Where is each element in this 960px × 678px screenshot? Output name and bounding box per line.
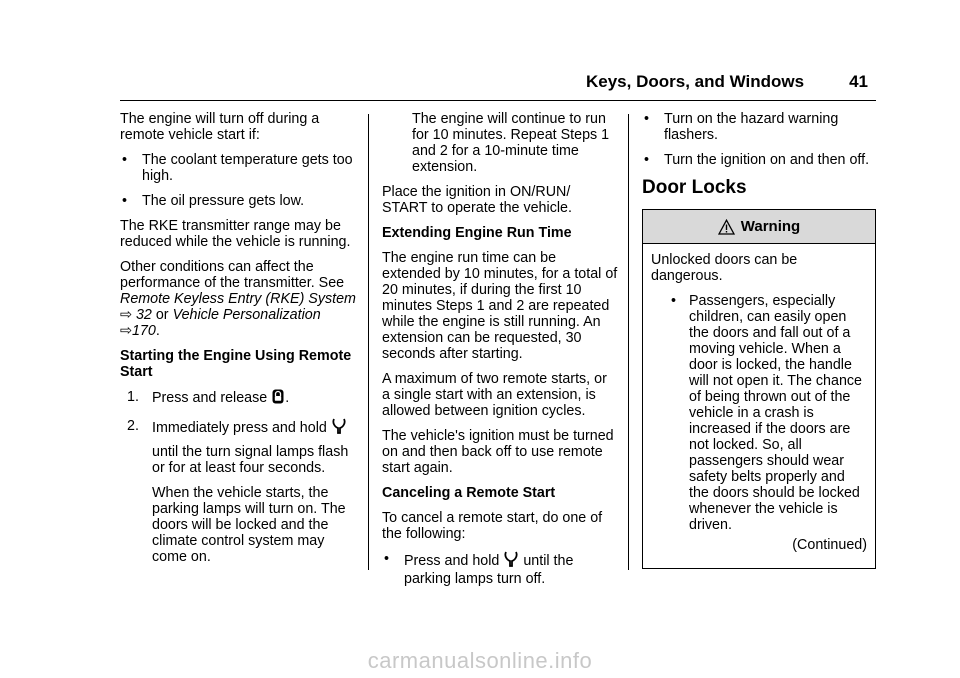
header-rule <box>120 100 876 101</box>
step-2-paragraph: When the vehicle starts, the parking lamps will turn on. The doors will be locked and the climate control system may come on. <box>152 485 346 565</box>
cancel-paragraph: To cancel a remote start, do one of the following: <box>382 510 603 542</box>
bullet-mark: • <box>644 111 650 127</box>
bullet-text: Passengers, especially children, can easily open the doors and fall out of a moving vehicle. When a door is locked, the handle will not open it. The chance of being thrown out of the vehicle in a crash is increased if the doors are not locked. So, all passengers should wear safety belts properly and the doors should be locked whenever the vehicle is driven. <box>689 293 862 533</box>
step-text: Immediately press and hold <box>152 420 327 436</box>
heading-cancel-remote-start: Canceling a Remote Start <box>382 485 556 501</box>
intro-paragraph: The engine will turn off during a remote vehicle start if: <box>120 111 320 143</box>
column-1 <box>120 111 360 574</box>
warning-icon <box>718 219 735 235</box>
max-starts-paragraph: A maximum of two remote starts, or a single start with an extension, is allowed between ignition cycles. <box>382 371 607 419</box>
continue-run-paragraph: The engine will continue to run for 10 minutes. Repeat Steps 1 and 2 for a 10-minute time extension. <box>412 111 610 175</box>
step-2-continued: until the turn signal lamps flash or for at least four seconds. <box>152 444 349 476</box>
bullet-item <box>642 111 876 143</box>
heading-remote-start: Starting the Engine Using Remote Start <box>120 348 352 380</box>
vehicle-personalization-link[interactable]: Vehicle Personalization <box>172 307 321 323</box>
column-2 <box>382 111 618 596</box>
step-text: Press and release <box>152 390 268 406</box>
bullet-text: Turn on the hazard warning flashers. <box>664 111 839 143</box>
bullet-text: Turn the ignition on and then off. <box>664 152 870 168</box>
column-3 <box>642 111 876 569</box>
bullet-item <box>120 152 360 184</box>
watermark: carmanualsonline.info <box>367 648 593 673</box>
other-conditions-paragraph: Other conditions can affect the performance of the transmitter. See Remote Keyless Entry (RKE) System ⇨ 32 or Vehicle Personalization ⇨170. <box>120 259 356 339</box>
ref-arrow-icon: ⇨ <box>120 307 132 323</box>
continued-label: (Continued) <box>792 537 867 553</box>
remote-start-icon <box>504 551 518 571</box>
warning-bullet <box>659 293 867 533</box>
step-2 <box>120 418 360 438</box>
step-number: 1. <box>127 389 139 405</box>
bullet-mark: • <box>122 152 128 168</box>
lock-key-icon <box>272 389 284 408</box>
heading-extend-run-time: Extending Engine Run Time <box>382 225 572 241</box>
step-number: 2. <box>127 418 139 434</box>
column-divider-1 <box>368 114 369 570</box>
warning-title: Warning <box>740 217 801 235</box>
ref-arrow-icon: ⇨ <box>120 323 132 339</box>
bullet-mark: • <box>384 551 390 567</box>
rke-range-paragraph: The RKE transmitter range may be reduced while the vehicle is running. <box>120 218 351 250</box>
bullet-text: The coolant temperature gets too high. <box>142 152 353 184</box>
place-ignition-paragraph: Place the ignition in ON/RUN/ START to operate the vehicle. <box>382 184 572 216</box>
extend-paragraph: The engine run time can be extended by 10 minutes, for a total of 20 minutes, if during the first 10 minutes Steps 1 and 2 are repeated while the engine is still running. An extension can be requested, 30 seconds after starting. <box>382 250 618 362</box>
page-number: 41 <box>849 72 868 91</box>
remote-start-icon <box>332 418 346 438</box>
bullet-mark: • <box>671 293 677 309</box>
rke-page-ref[interactable]: 32 <box>135 307 152 323</box>
other-conditions-text: Other conditions can affect the performance of the transmitter. See <box>120 259 345 291</box>
bullet-item <box>120 193 360 209</box>
ref-or-text: or <box>155 307 169 323</box>
ignition-cycle-paragraph: The vehicle's ignition must be turned on and then back off to use remote start again. <box>382 428 614 476</box>
cancel-bullet <box>382 551 618 587</box>
warning-box <box>642 209 876 569</box>
bullet-item <box>642 152 876 168</box>
personalization-page-ref[interactable]: 170 <box>131 323 156 339</box>
heading-door-locks: Door Locks <box>642 177 747 198</box>
warning-body <box>643 244 875 568</box>
step-1: 1. Press and release . <box>127 389 290 406</box>
page-header <box>556 72 876 98</box>
bullet-mark: • <box>644 152 650 168</box>
bullet-mark: • <box>122 193 128 209</box>
rke-system-link[interactable]: Remote Keyless Entry (RKE) System <box>120 291 356 307</box>
warning-header <box>643 210 875 244</box>
column-divider-2 <box>628 114 629 570</box>
bullet-text: Press and hold <box>404 553 500 569</box>
section-title: Keys, Doors, and Windows <box>586 72 805 91</box>
warning-intro: Unlocked doors can be dangerous. <box>651 252 798 284</box>
bullet-text: until the parking lamps turn off. <box>404 553 574 587</box>
bullet-text: The oil pressure gets low. <box>142 193 305 209</box>
